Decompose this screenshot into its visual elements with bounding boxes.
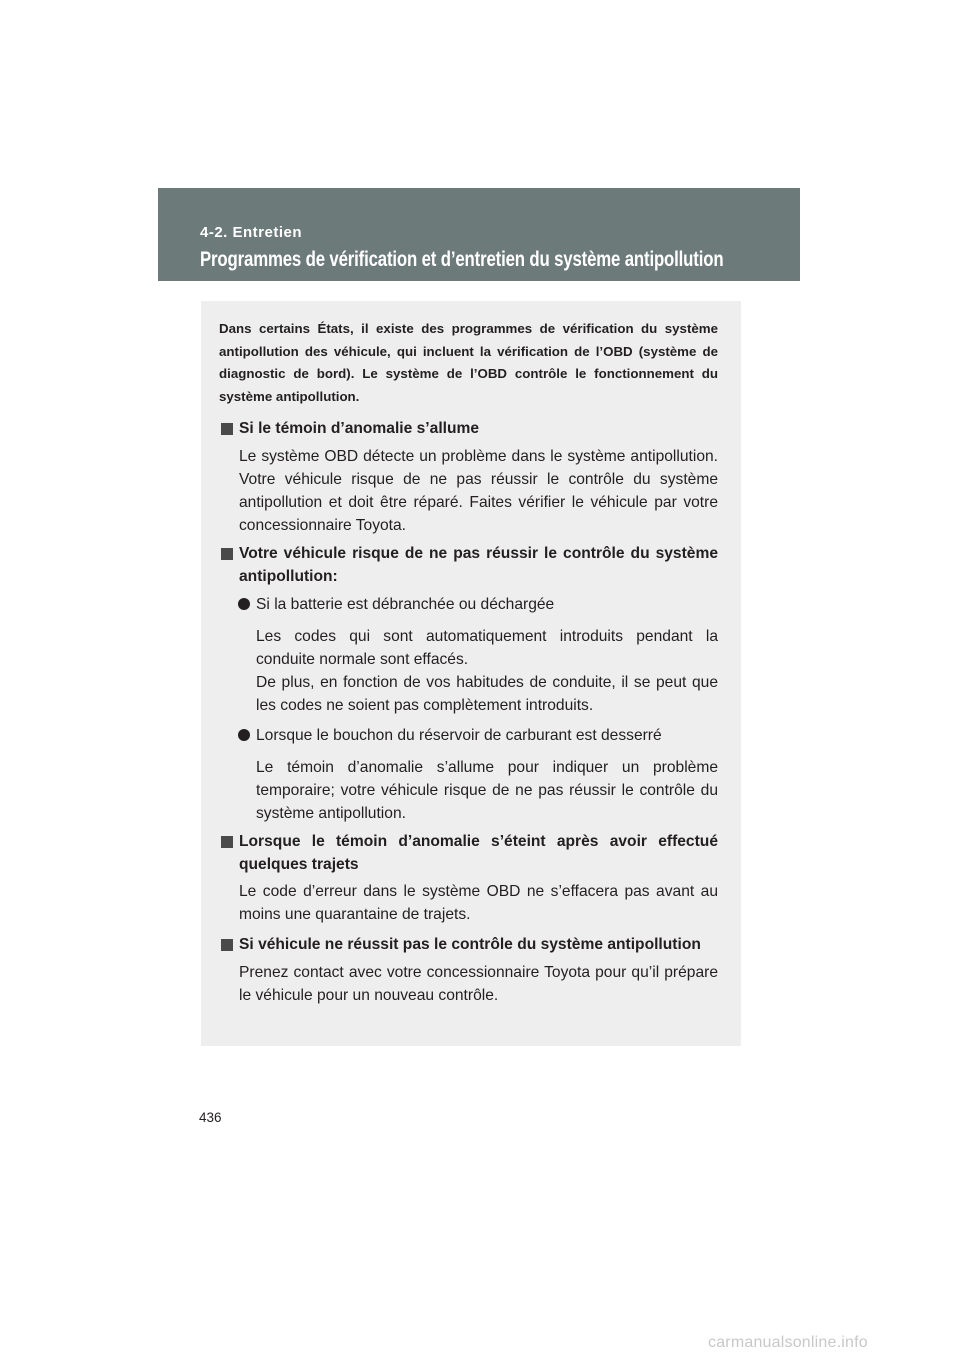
section-heading [219,934,718,957]
list-item-detail: Le témoin d’anomalie s’allume pour indiquer un problème temporaire; votre véhicule risque de ne pas réussir le contrôle du système antipollution. [256,759,718,822]
list-item-detail: Les codes qui sont automatiquement introduits pendant la conduite normale sont effacés. [256,628,718,668]
round-bullet-icon [238,598,250,610]
section-heading-text: Si véhicule ne réussit pas le contrôle du système antipollution [239,936,701,953]
content-box [201,301,741,1046]
section-label: 4-2. Entretien [200,224,303,241]
list-item-detail: De plus, en fonction de vos habitudes de conduite, il se peut que les codes ne soient pas complètement introduits. [256,674,718,714]
section-light-off-after-trips [219,831,718,926]
section-failed-inspection [219,934,718,1007]
page-title: Programmes de vérification et d’entretien du système antipollution [200,248,724,271]
list-item [219,593,718,616]
square-bullet-icon [221,939,233,951]
list-item-label: Lorsque le bouchon du réservoir de carburant est desserré [256,727,662,744]
list-item [219,724,718,747]
round-bullet-icon [238,729,250,741]
square-bullet-icon [221,548,233,560]
square-bullet-icon [221,836,233,848]
section-body: Le système OBD détecte un problème dans le système antipollution. Votre véhicule risque de ne pas réussir le contrôle du système antipollution et doit être réparé. Faites vérifier le véhicule par votre concessionnaire Toyota. [239,447,718,534]
section-warning-light-on [219,418,718,537]
chapter-header [158,188,800,281]
page-number: 436 [199,1110,222,1125]
section-body: Le code d’erreur dans le système OBD ne s’effacera pas avant au moins une quarantaine de trajets. [239,883,718,923]
intro-paragraph: Dans certains États, il existe des programmes de vérification du système antipollution des véhicule, qui incluent la vérification de l’OBD (système de diagnostic de bord). Le système de l’OBD contrôle le fonctionnement du système antipollution. [219,321,718,404]
section-heading [219,543,718,588]
section-may-fail-inspection [219,543,718,825]
square-bullet-icon [221,423,233,435]
section-heading-text: Votre véhicule risque de ne pas réussir le contrôle du système antipollution: [239,545,718,585]
section-heading-text: Si le témoin d’anomalie s’allume [239,420,480,437]
watermark: carmanualsonline.info [708,1334,868,1351]
section-heading [219,418,718,441]
section-body: Prenez contact avec votre concessionnaire Toyota pour qu’il prépare le véhicule pour un nouveau contrôle. [239,963,718,1004]
list-item-label: Si la batterie est débranchée ou déchargée [256,596,555,613]
section-heading [219,831,718,876]
section-heading-text: Lorsque le témoin d’anomalie s’éteint après avoir effectué quelques trajets [239,833,718,873]
